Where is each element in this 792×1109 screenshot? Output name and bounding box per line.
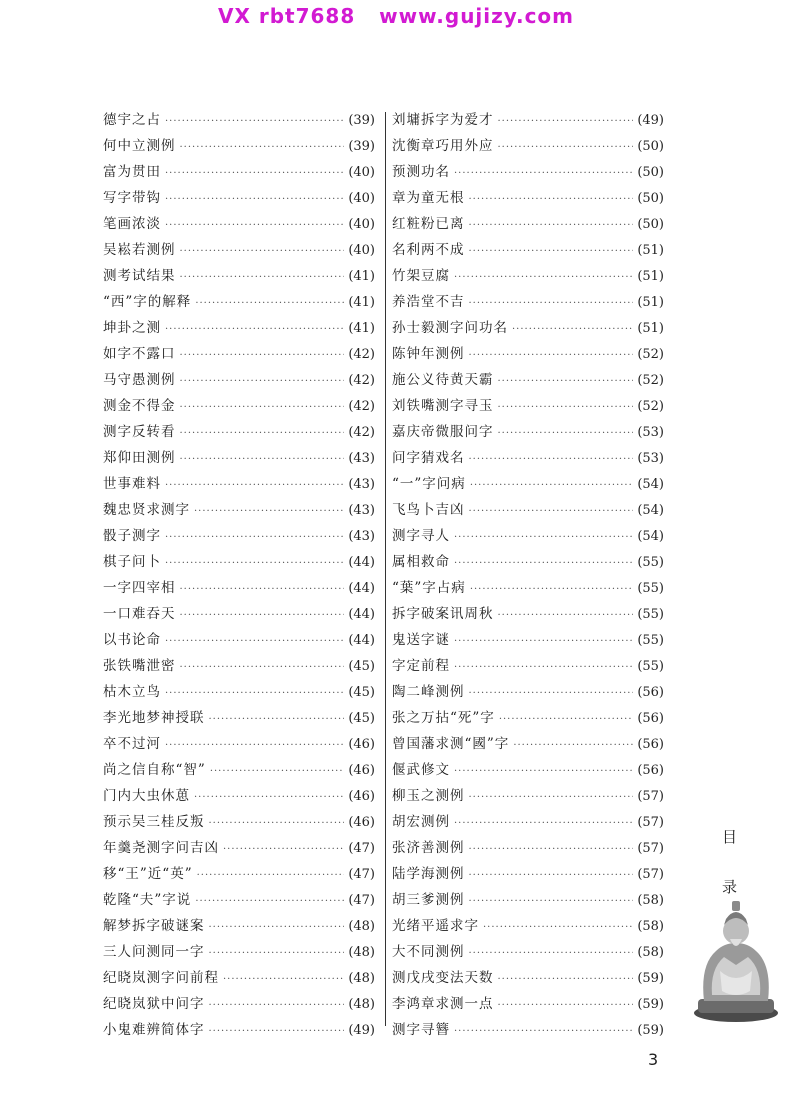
toc-entry-title: 尚之信自称“智” [103,762,206,778]
dot-leader [454,551,633,577]
toc-entry[interactable] [392,315,664,341]
toc-entry[interactable] [103,835,375,861]
toc-entry-page: (39) [348,139,375,154]
toc-entry[interactable] [392,159,664,185]
toc-entry-title: 富为贯田 [103,164,161,180]
dot-leader [223,837,344,863]
toc-entry-page: (51) [637,269,664,284]
toc-entry-page: (52) [637,347,664,362]
dot-leader [180,655,345,681]
toc-entry-title: 养浩堂不吉 [392,294,465,310]
toc-entry-title: 解梦拆字破谜案 [103,918,205,934]
toc-entry[interactable] [103,133,375,159]
toc-entry-title: 红粧粉已离 [392,216,465,232]
toc-entry-page: (43) [348,503,375,518]
dot-leader [512,317,633,343]
toc-entry[interactable] [103,445,375,471]
toc-entry-page: (54) [637,503,664,518]
toc-entry-page: (47) [348,867,375,882]
toc-entry-title: 小鬼难辨简体字 [103,1022,205,1038]
toc-entry[interactable] [392,341,664,367]
dot-leader [498,603,634,629]
toc-entry[interactable] [103,913,375,939]
toc-entry-page: (55) [637,633,664,648]
toc-entry-page: (40) [348,217,375,232]
toc-entry-page: (40) [348,243,375,258]
dot-leader [180,265,345,291]
dot-leader [454,265,633,291]
dot-leader [165,733,344,759]
toc-entry-title: 胡宏测例 [392,814,450,830]
dot-leader [165,473,344,499]
toc-entry-title: 属相救命 [392,554,450,570]
toc-entry-title: 一口难吞天 [103,606,176,622]
toc-entry-title: 测金不得金 [103,398,176,414]
toc-entry-page: (43) [348,451,375,466]
toc-entry-title: 测字寻人 [392,528,450,544]
toc-entry-page: (44) [348,581,375,596]
toc-entry[interactable] [103,419,375,445]
toc-entry-page: (48) [348,997,375,1012]
toc-entry-title: 名利两不成 [392,242,465,258]
dot-leader [469,213,634,239]
dot-leader [454,161,633,187]
toc-entry-title: 问字猜戏名 [392,450,465,466]
toc-column-left [103,107,375,1043]
dot-leader [469,837,634,863]
toc-entry-title: 枯木立鸟 [103,684,161,700]
dot-leader [498,135,634,161]
toc-entry[interactable] [392,627,664,653]
toc-entry[interactable] [103,653,375,679]
dot-leader [498,109,634,135]
dot-leader [470,473,634,499]
toc-entry-page: (53) [637,425,664,440]
toc-entry[interactable] [392,185,664,211]
toc-entry-title: 竹架豆腐 [392,268,450,284]
toc-entry-page: (46) [348,737,375,752]
toc-entry-title: 预测功名 [392,164,450,180]
toc-entry-page: (57) [637,841,664,856]
toc-entry[interactable] [103,549,375,575]
toc-entry[interactable] [392,731,664,757]
toc-entry-page: (55) [637,607,664,622]
dot-leader [209,993,345,1019]
dot-leader [165,525,344,551]
toc-entry-page: (59) [637,997,664,1012]
toc-entry[interactable] [103,679,375,705]
toc-entry-page: (44) [348,555,375,570]
toc-entry-title: 坤卦之测 [103,320,161,336]
toc-entry-title: 刘墉拆字为爱才 [392,112,494,128]
dot-leader [165,317,344,343]
dot-leader [210,759,345,785]
dot-leader [180,369,345,395]
toc-entry[interactable] [103,341,375,367]
toc-entry[interactable] [103,991,375,1017]
toc-entry-title: 孙士毅测字问功名 [392,320,508,336]
dot-leader [469,863,634,889]
dot-leader [180,395,345,421]
toc-entry-title: “葉”字占病 [392,580,466,596]
toc-entry-title: 张之万拈“死”字 [392,710,495,726]
dot-leader [209,941,345,967]
toc-entry-title: 年羹尧测字问吉凶 [103,840,219,856]
toc-entry-title: 乾隆“夫”字说 [103,892,192,908]
toc-entry-title: 笔画浓淡 [103,216,161,232]
toc-entry[interactable] [392,211,664,237]
dot-leader [469,681,634,707]
toc-entry[interactable] [103,315,375,341]
toc-entry-page: (39) [348,113,375,128]
dot-leader [195,889,344,915]
dot-leader [498,967,634,993]
toc-entry-page: (41) [348,295,375,310]
toc-entry-page: (59) [637,971,664,986]
toc-entry-page: (44) [348,607,375,622]
side-label-top: 目 [722,828,738,846]
dot-leader [469,499,634,525]
toc-entry-title: 拆字破案讯周秋 [392,606,494,622]
toc-entry[interactable] [392,1017,664,1043]
toc-entry-page: (43) [348,477,375,492]
toc-entry-page: (55) [637,659,664,674]
toc-entry-page: (42) [348,347,375,362]
dot-leader [498,369,634,395]
toc-entry-page: (52) [637,399,664,414]
dot-leader [498,993,634,1019]
toc-entry[interactable] [392,601,664,627]
dot-leader [194,785,344,811]
toc-entry-title: 三人问测同一字 [103,944,205,960]
toc-entry[interactable] [103,237,375,263]
toc-entry-title: 以书论命 [103,632,161,648]
toc-entry-page: (50) [637,139,664,154]
toc-entry[interactable] [103,289,375,315]
toc-entry-title: 柳玉之测例 [392,788,465,804]
toc-entry-page: (47) [348,893,375,908]
toc-entry-page: (48) [348,945,375,960]
toc-entry[interactable] [392,263,664,289]
toc-entry[interactable] [392,705,664,731]
toc-entry-page: (51) [637,295,664,310]
dot-leader [454,811,633,837]
toc-entry-page: (43) [348,529,375,544]
dot-leader [470,577,634,603]
toc-entry-title: 张济善测例 [392,840,465,856]
dot-leader [194,499,344,525]
toc-entry-page: (42) [348,373,375,388]
dot-leader [180,603,345,629]
dot-leader [454,629,633,655]
dot-leader [180,135,345,161]
dot-leader [469,239,634,265]
toc-entry[interactable] [392,835,664,861]
toc-entry[interactable] [103,263,375,289]
toc-entry-title: 曾国藩求测“國”字 [392,736,510,752]
toc-entry-page: (40) [348,191,375,206]
dot-leader [209,707,345,733]
page-number: 3 [648,1050,659,1069]
toc-entry[interactable] [392,575,664,601]
toc-entry-page: (41) [348,269,375,284]
toc-entry[interactable] [103,627,375,653]
side-label-bottom: 录 [722,878,738,896]
watermark-text: VX rbt7688 www.gujizy.com [217,4,575,28]
dot-leader [469,785,634,811]
toc-entry[interactable] [392,965,664,991]
dot-leader [469,889,634,915]
dot-leader [180,343,345,369]
dot-leader [165,681,344,707]
toc-entry[interactable] [103,471,375,497]
dot-leader [469,187,634,213]
toc-entry[interactable] [103,965,375,991]
toc-entry-page: (48) [348,971,375,986]
toc-entry[interactable] [103,757,375,783]
toc-entry[interactable] [103,185,375,211]
toc-entry-page: (54) [637,477,664,492]
toc-entry-page: (50) [637,217,664,232]
toc-entry-page: (46) [348,763,375,778]
dot-leader [469,941,634,967]
toc-entry-title: 吴崧若测例 [103,242,176,258]
toc-entry[interactable] [392,549,664,575]
toc-entry[interactable] [392,887,664,913]
dot-leader [165,187,344,213]
toc-entry[interactable] [392,237,664,263]
toc-entry[interactable] [392,783,664,809]
toc-entry-page: (55) [637,581,664,596]
toc-entry[interactable] [392,809,664,835]
toc-entry[interactable] [392,939,664,965]
toc-entry-page: (51) [637,321,664,336]
dot-leader [209,915,345,941]
toc-entry[interactable] [103,211,375,237]
dot-leader [180,239,345,265]
toc-entry[interactable] [103,887,375,913]
toc-entry[interactable] [392,913,664,939]
toc-entry-page: (56) [637,711,664,726]
toc-entry-title: “一”字问病 [392,476,466,492]
toc-entry-page: (42) [348,425,375,440]
toc-entry-title: “西”字的解释 [103,294,192,310]
dot-leader [195,291,344,317]
toc-entry-title: 何中立测例 [103,138,176,154]
toc-entry-title: 写字带钩 [103,190,161,206]
toc-entry-page: (58) [637,893,664,908]
toc-entry[interactable] [392,991,664,1017]
dot-leader [454,759,633,785]
dot-leader [165,109,344,135]
toc-entry[interactable] [103,575,375,601]
toc-entry-title: 大不同测例 [392,944,465,960]
toc-entry[interactable] [103,393,375,419]
dot-leader [165,551,344,577]
toc-entry[interactable] [392,861,664,887]
toc-column-right [392,107,664,1043]
dot-leader [469,447,634,473]
toc-entry[interactable] [392,653,664,679]
dot-leader [180,577,345,603]
toc-entry[interactable] [103,107,375,133]
toc-entry-title: 李光地梦神授联 [103,710,205,726]
toc-entry[interactable] [392,289,664,315]
dot-leader [499,707,634,733]
toc-entry-title: 纪晓岚狱中问字 [103,996,205,1012]
toc-entry-title: 郑仰田测例 [103,450,176,466]
toc-entry-title: 李鸿章求测一点 [392,996,494,1012]
toc-entry-title: 陶二峰测例 [392,684,465,700]
toc-entry-page: (59) [637,1023,664,1038]
toc-entry-page: (54) [637,529,664,544]
toc-entry-page: (49) [348,1023,375,1038]
dot-leader [209,811,345,837]
dot-leader [454,655,633,681]
dot-leader [498,395,634,421]
toc-entry-page: (45) [348,711,375,726]
toc-entry[interactable] [392,419,664,445]
toc-entry-page: (42) [348,399,375,414]
toc-entry-title: 测戊戌变法天数 [392,970,494,986]
toc-entry-title: 德宇之占 [103,112,161,128]
toc-entry-page: (58) [637,945,664,960]
toc-entry-title: 飞鸟卜吉凶 [392,502,465,518]
toc-entry-title: 卒不过河 [103,736,161,752]
toc-entry-title: 字定前程 [392,658,450,674]
toc-entry-title: 世事难料 [103,476,161,492]
toc-entry[interactable] [103,367,375,393]
toc-entry-page: (48) [348,919,375,934]
toc-entry[interactable] [392,367,664,393]
toc-entry-title: 一字四宰相 [103,580,176,596]
toc-entry[interactable] [103,523,375,549]
toc-entry-title: 沈衡章巧用外应 [392,138,494,154]
toc-entry-page: (58) [637,919,664,934]
dot-leader [197,863,345,889]
toc-entry-title: 纪晓岚测字问前程 [103,970,219,986]
dot-leader [454,525,633,551]
dot-leader [165,161,344,187]
toc-entry[interactable] [103,809,375,835]
toc-entry-title: 偃武修文 [392,762,450,778]
toc-entry[interactable] [392,471,664,497]
dot-leader [209,1019,345,1045]
dot-leader [513,733,633,759]
toc-entry[interactable] [392,679,664,705]
toc-entry[interactable] [392,393,664,419]
toc-entry-title: 预示吴三桂反叛 [103,814,205,830]
toc-entry-title: 如字不露口 [103,346,176,362]
toc-entry-page: (47) [348,841,375,856]
toc-entry-page: (44) [348,633,375,648]
dot-leader [180,447,345,473]
toc-entry-title: 棋子问卜 [103,554,161,570]
toc-entry[interactable] [392,107,664,133]
toc-entry-page: (57) [637,867,664,882]
dot-leader [483,915,633,941]
toc-entry-page: (57) [637,789,664,804]
dot-leader [223,967,344,993]
toc-entry-title: 胡三爹测例 [392,892,465,908]
dot-leader [498,421,634,447]
toc-entry-page: (56) [637,737,664,752]
toc-entry-page: (57) [637,815,664,830]
column-divider [385,112,386,1026]
toc-entry-page: (55) [637,555,664,570]
toc-entry-page: (46) [348,789,375,804]
toc-entry-title: 门内大虫休葸 [103,788,190,804]
toc-entry[interactable] [103,1017,375,1043]
toc-entry[interactable] [103,861,375,887]
toc-entry-title: 魏忠贤求测字 [103,502,190,518]
toc-entry-page: (45) [348,685,375,700]
toc-entry-page: (46) [348,815,375,830]
statue-figurine-icon [690,895,782,1023]
toc-entry[interactable] [103,939,375,965]
toc-entry[interactable] [103,497,375,523]
toc-entry-page: (40) [348,165,375,180]
toc-entry-page: (56) [637,685,664,700]
toc-entry[interactable] [103,783,375,809]
toc-entry[interactable] [103,705,375,731]
toc-entry[interactable] [392,497,664,523]
dot-leader [165,629,344,655]
toc-entry-page: (51) [637,243,664,258]
toc-entry-page: (49) [637,113,664,128]
dot-leader [180,421,345,447]
toc-entry-page: (56) [637,763,664,778]
toc-entry-page: (41) [348,321,375,336]
dot-leader [469,291,634,317]
toc-entry-title: 测考试结果 [103,268,176,284]
toc-entry-title: 张铁嘴泄密 [103,658,176,674]
toc-entry-page: (52) [637,373,664,388]
toc-entry[interactable] [392,133,664,159]
toc-entry-page: (50) [637,191,664,206]
toc-entry-title: 嘉庆帝微服问字 [392,424,494,440]
toc-entry[interactable] [103,159,375,185]
toc-entry[interactable] [392,523,664,549]
toc-entry-title: 测字寻簪 [392,1022,450,1038]
dot-leader [165,213,344,239]
toc-entry-title: 章为童无根 [392,190,465,206]
toc-entry-page: (45) [348,659,375,674]
toc-entry[interactable] [392,757,664,783]
dot-leader [454,1019,633,1045]
toc-entry-title: 测字反转看 [103,424,176,440]
toc-entry-title: 施公义待黄天霸 [392,372,494,388]
toc-entry-title: 骰子测字 [103,528,161,544]
toc-entry[interactable] [392,445,664,471]
toc-entry-page: (50) [637,165,664,180]
toc-entry[interactable] [103,601,375,627]
toc-entry-title: 刘铁嘴测字寻玉 [392,398,494,414]
toc-entry[interactable] [103,731,375,757]
toc-entry-page: (53) [637,451,664,466]
toc-entry-title: 移“王”近“英” [103,866,193,882]
toc-entry-title: 马守愚测例 [103,372,176,388]
toc-entry-title: 鬼送字谜 [392,632,450,648]
toc-entry-title: 光绪平遥求字 [392,918,479,934]
dot-leader [469,343,634,369]
toc-entry-title: 陆学海测例 [392,866,465,882]
toc-entry-title: 陈钟年测例 [392,346,465,362]
